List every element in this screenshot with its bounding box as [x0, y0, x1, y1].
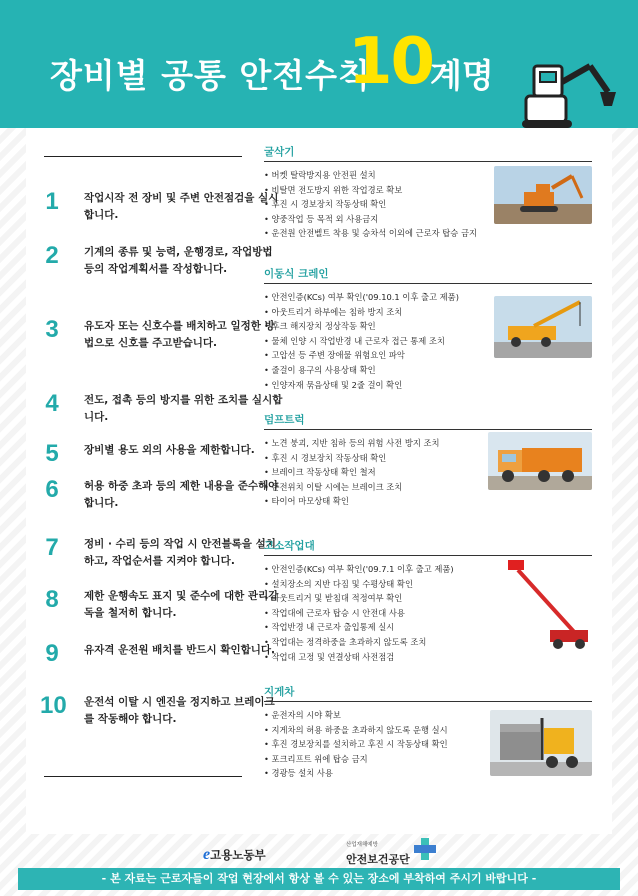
section-title: 고소작업대 [264, 538, 592, 556]
list-item: • 버켓 탈락방지용 안전핀 설치 [264, 168, 594, 183]
rules-top-divider [44, 156, 242, 157]
list-item: • 후크 해지장치 정상작동 확인 [264, 319, 594, 334]
list-item: • 지게차의 허용 하중을 초과하지 않도록 운행 실시 [264, 723, 594, 738]
list-item: • 노견 붕괴, 지반 침하 등의 위험 사전 방지 조치 [264, 436, 594, 451]
rule-number: 3 [45, 316, 59, 343]
section-title: 이동식 크레인 [264, 266, 592, 284]
list-item: • 후진 시 경보장치 작동상태 확인 [264, 451, 594, 466]
poster-title: 장비별 공통 안전수칙 [50, 56, 371, 95]
aerial-lift-photo [506, 556, 592, 650]
list-item: • 운전원 안전벨트 착용 및 승차석 이외에 근로자 탑승 금지 [264, 226, 594, 241]
list-item: • 작업대는 정격하중을 초과하지 않도록 조치 [264, 635, 594, 650]
list-item: • 아웃트리거 하부에는 침하 방지 조치 [264, 305, 594, 320]
rule-text: 허용 하중 초과 등의 제한 내용을 준수해야 합니다. [84, 480, 279, 509]
rule-text: 기계의 종류 및 능력, 운행경로, 작업방법 등의 작업계획서를 작성합니다. [84, 246, 273, 275]
list-item: • 운전자의 시야 확보 [264, 708, 594, 723]
rule-number: 2 [45, 242, 59, 269]
list-item: • 아웃트리거 및 받침대 적정여부 확인 [264, 591, 594, 606]
section-title: 굴삭기 [264, 144, 592, 162]
ministry-logo-text: 고용노동부 [210, 848, 266, 862]
list-item: • 설치장소의 지반 다짐 및 수평상태 확인 [264, 577, 594, 592]
list-item: • 비탈면 전도방지 위한 작업경로 확보 [264, 183, 594, 198]
rule-text: 유자격 운전원 배치를 반드시 확인합니다. [84, 644, 276, 656]
poster-title-suffix: 계명 [430, 56, 494, 95]
list-item: • 양중작업 등 목적 외 사용금지 [264, 212, 594, 227]
list-item: • 고압선 등 주변 장애물 위험요인 파악 [264, 348, 594, 363]
poster-title-number: 10 [348, 25, 434, 99]
list-item: • 후진 시 경보장치 작동상태 확인 [264, 197, 594, 212]
list-item: • 후진 경보장치를 설치하고 후진 시 작동상태 확인 [264, 737, 594, 752]
list-item: • 작업대 고정 및 연결상태 사전점검 [264, 650, 594, 665]
kosha-logo-subtitle: 산업재해예방 [346, 842, 378, 848]
rule-number: 4 [45, 390, 59, 417]
ministry-logo [203, 846, 266, 864]
rule-text: 장비별 용도 외의 사용을 제한합니다. [84, 444, 255, 456]
list-item: • 경광등 설치 사용 [264, 766, 594, 781]
list-item: • 포크리프트 위에 탑승 금지 [264, 752, 594, 767]
rule-text: 작업시작 전 장비 및 주변 안전점검을 실시합니다. [84, 192, 279, 221]
list-item: • 작업대에 근로자 탑승 시 안전대 사용 [264, 606, 594, 621]
section-title: 덤프트럭 [264, 412, 592, 430]
list-item: • 운전위치 이탈 시에는 브레이크 조치 [264, 480, 594, 495]
dump-truck-photo [488, 432, 592, 490]
kosha-logo-text: 안전보건공단 [346, 853, 410, 866]
list-item: • 브레이크 작동상태 확인 철저 [264, 465, 594, 480]
rule-number: 5 [45, 440, 59, 467]
excavator-photo [494, 166, 592, 224]
kosha-cross-icon [412, 836, 438, 862]
footer-logos [0, 834, 638, 866]
rule-text: 운전석 이탈 시 엔진을 정지하고 브레이크를 작동해야 합니다. [84, 696, 275, 725]
rule-number: 8 [45, 586, 59, 613]
rules-bottom-divider [44, 776, 242, 777]
ministry-logo-icon: e [203, 846, 211, 863]
content-card [26, 128, 612, 834]
kosha-logo [346, 840, 410, 867]
rule-number: 9 [45, 640, 59, 667]
rule-number: 7 [45, 534, 59, 561]
rule-text: 전도, 접촉 등의 방지를 위한 조치를 실시합니다. [84, 394, 283, 423]
list-item: • 타이어 마모상태 확인 [264, 494, 594, 509]
mobile-crane-photo [494, 296, 592, 358]
header-banner [0, 0, 638, 128]
list-item: • 인양자재 묶음상태 및 2줄 걸이 확인 [264, 378, 594, 393]
rule-text: 제한 운행속도 표지 및 준수에 대한 관리감독을 철저히 합니다. [84, 590, 279, 619]
rule-number: 1 [45, 188, 59, 215]
rule-number: 6 [45, 476, 59, 503]
notice-bar: - 본 자료는 근로자들이 작업 현장에서 항상 볼 수 있는 장소에 부착하여 주시기 바랍니다 - [18, 868, 620, 890]
list-item: • 줄걸이 용구의 사용상태 확인 [264, 363, 594, 378]
list-item: • 안전인증(KCs) 여부 확인('09.7.1 이후 출고 제품) [264, 562, 594, 577]
list-item: • 물체 인양 시 작업반경 내 근로자 접근 통제 조치 [264, 334, 594, 349]
list-item: • 안전인증(KCs) 여부 확인('09.10.1 이후 출고 제품) [264, 290, 594, 305]
rule-text: 유도자 또는 신호수를 배치하고 일정한 방법으로 신호를 주고받습니다. [84, 320, 275, 349]
list-item: • 작업반경 내 근로자 출입통제 실시 [264, 620, 594, 635]
rule-number: 10 [40, 692, 67, 719]
rule-text: 정비 · 수리 등의 작업 시 안전블록을 설치하고, 작업순서를 지켜야 합니다. [84, 538, 276, 567]
section-title: 지게차 [264, 684, 592, 702]
construction-robot-icon [520, 46, 620, 130]
forklift-photo [490, 710, 592, 776]
